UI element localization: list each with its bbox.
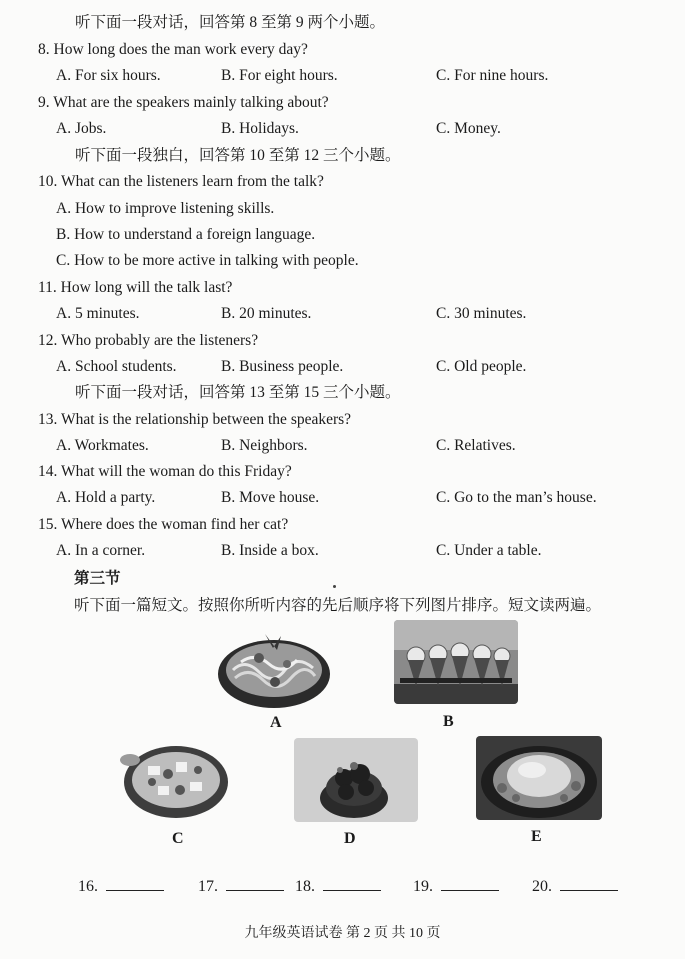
question-13: 13. What is the relationship between the speakers? [38,411,352,428]
picture-label-b: B [443,713,454,730]
option-13c: C. Relatives. [436,437,516,454]
question-8: 8. How long does the man work every day? [38,41,308,58]
option-9a: A. Jobs. [56,120,107,137]
option-14c: C. Go to the man’s house. [436,489,597,506]
blank-18-number: 18. [295,878,315,895]
salad-bowl-photo-icon [118,738,230,822]
roast-chicken-photo-icon [476,736,602,820]
question-15: 15. Where does the woman find her cat? [38,516,289,533]
answer-blanks [0,873,685,899]
ice-cream-cones-photo-icon [394,620,518,704]
blank-20[interactable] [532,873,618,896]
blank-18-line[interactable] [323,873,381,891]
picture-label-c: C [172,830,184,847]
stew-bowl-photo-icon [294,738,418,822]
option-15b: B. Inside a box. [221,542,319,559]
picture-label-a: A [270,714,282,731]
option-15a: A. In a corner. [56,542,146,559]
blank-17-line[interactable] [226,873,284,891]
instruction-q8-9: 听下面一段对话，回答第 8 至第 9 两个小题。 [75,14,386,31]
instruction-q13-15: 听下面一段对话，回答第 13 至第 15 三个小题。 [75,384,401,401]
picture-label-d: D [344,830,356,847]
page-footer: 九年级英语试卷 第 2 页 共 10 页 [244,926,441,941]
question-9: 9. What are the speakers mainly talking about? [38,94,329,111]
option-9c: C. Money. [436,120,501,137]
blank-17-number: 17. [198,878,218,895]
option-8b: B. For eight hours. [221,67,338,84]
option-11c: C. 30 minutes. [436,305,527,322]
option-10a: A. How to improve listening skills. [56,200,275,217]
option-11a: A. 5 minutes. [56,305,140,322]
section-3-title: 第三节 [74,570,121,587]
option-13b: B. Neighbors. [221,437,308,454]
question-12: 12. Who probably are the listeners? [38,332,259,349]
blank-19-line[interactable] [441,873,499,891]
section-3-instruction: 听下面一篇短文。按照你所听内容的先后顺序将下列图片排序。短文读两遍。 [74,597,602,614]
blank-19-number: 19. [413,878,433,895]
option-10c: C. How to be more active in talking with people. [56,252,359,269]
option-9b: B. Holidays. [221,120,299,137]
option-13a: A. Workmates. [56,437,149,454]
question-11: 11. How long will the talk last? [38,279,233,296]
question-14: 14. What will the woman do this Friday? [38,463,292,480]
option-12a: A. School students. [56,358,177,375]
option-12b: B. Business people. [221,358,344,375]
noodle-bowl-photo-icon [215,628,333,710]
option-11b: B. 20 minutes. [221,305,312,322]
blank-18[interactable] [295,873,381,896]
picture-label-e: E [531,828,542,845]
instruction-q10-12: 听下面一段独白，回答第 10 至第 12 三个小题。 [75,147,401,164]
option-15c: C. Under a table. [436,542,542,559]
option-8c: C. For nine hours. [436,67,549,84]
option-10b: B. How to understand a foreign language. [56,226,316,243]
blank-17[interactable] [198,873,284,896]
blank-19[interactable] [413,873,499,896]
question-10: 10. What can the listeners learn from the talk? [38,173,324,190]
option-14b: B. Move house. [221,489,320,506]
option-8a: A. For six hours. [56,67,161,84]
blank-16[interactable] [78,873,164,896]
blank-20-line[interactable] [560,873,618,891]
stray-mark [333,585,336,588]
option-14a: A. Hold a party. [56,489,156,506]
option-12c: C. Old people. [436,358,527,375]
blank-16-line[interactable] [106,873,164,891]
blank-20-number: 20. [532,878,552,895]
blank-16-number: 16. [78,878,98,895]
